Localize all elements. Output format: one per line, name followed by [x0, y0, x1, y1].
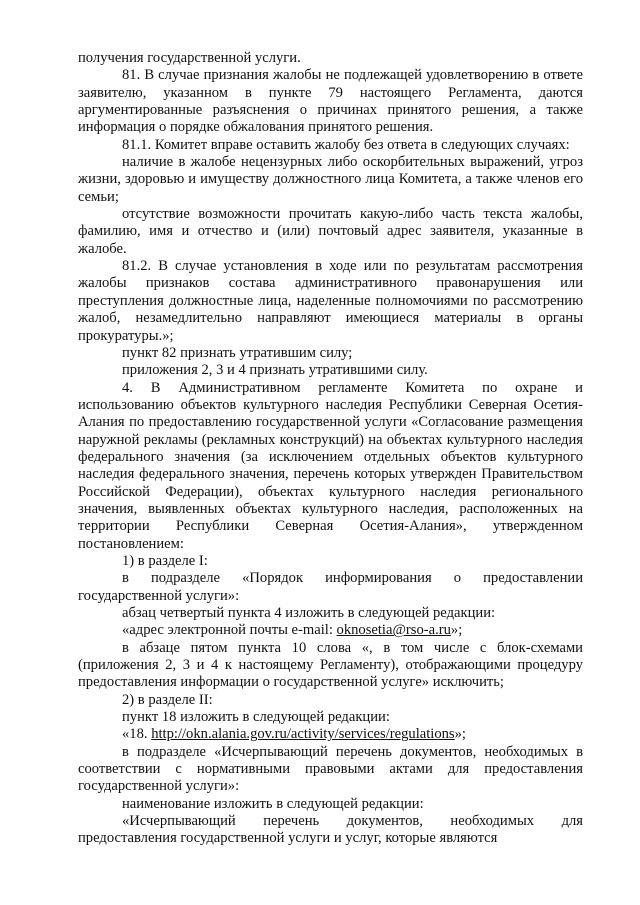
url-link[interactable]: http://okn.alania.gov.ru/activity/services/regulations: [151, 726, 455, 743]
paragraph-section-1: 1) в разделе I:: [122, 552, 208, 569]
paragraph-4: 4. В Административном регламенте Комитета по охране и использованию объектов культурного наследия Республики Северная Осетия-Алания по предоставлению государственной услуги «Согласование размещения наружной рекламы (рекламных конструкций) на объектах культурного наследия федерального значения (за исключением отдельных объектов культурного наследия федерального значения, перечень которых утвержден Правительством Российской Федерации), объектах культурного наследия регионального значения, выявленных объектах культурного наследия, расположенных на территории Республики Северная Осетия-Алания», утвержденном постановлением:: [78, 379, 583, 552]
paragraph-item-18: пункт 18 изложить в следующей редакции:: [122, 709, 390, 726]
email-prefix: «адрес электронной почты e-mail:: [122, 622, 337, 639]
paragraph-appendices: приложения 2, 3 и 4 признать утратившими силу.: [122, 362, 428, 379]
paragraph-1: получения государственной услуги.: [78, 50, 301, 66]
paragraph-name: наименование изложить в следующей редакции:: [122, 795, 424, 812]
paragraph-item-82: пункт 82 признать утратившим силу;: [122, 344, 353, 361]
paragraph-email: [78, 622, 583, 639]
url-suffix: »;: [454, 726, 466, 743]
paragraph-81: 81. В случае признания жалобы не подлежащей удовлетворению в ответе заявителю, указанном в пункте 79 настоящего Регламента, даются аргументированные разъяснения о причинах принятого решения, а также информация о порядке обжалования принятого решения.: [78, 67, 583, 136]
paragraph-case-1: наличие в жалобе нецензурных либо оскорбительных выражений, угроз жизни, здоровью и имуществу должностного лица Комитета, а также членов его семьи;: [78, 154, 583, 205]
paragraph-subsection: в подразделе «Порядок информирования о предоставлении государственной услуги»:: [78, 570, 583, 604]
url-prefix: «18.: [122, 726, 152, 743]
paragraph-81-1: 81.1. Комитет вправе оставить жалобу без ответа в следующих случаях:: [122, 136, 570, 153]
document-page: [78, 50, 583, 848]
paragraph-subsection-2: в подразделе «Исчерпывающий перечень документов, необходимых в соответствии с нормативными правовыми актами для предоставления государственной услуги»:: [78, 743, 583, 795]
paragraph-abzac-4: абзац четвертый пункта 4 изложить в следующей редакции:: [122, 605, 496, 621]
email-suffix: »;: [450, 622, 463, 639]
paragraph-abzac-5: в абзаце пятом пункта 10 слова «, в том числе с блок-схемами (приложения 2, 3 и 4 к настоящему Регламенту), отображающими процедуру предоставления информации о государственной услуге» исключить;: [78, 639, 583, 691]
paragraph-exhaustive: «Исчерпывающий перечень документов, необходимых для предоставления государственной услуги и услуг, которые являются: [78, 813, 583, 847]
paragraph-section-2: 2) в разделе II:: [122, 691, 213, 708]
paragraph-url: [78, 726, 583, 743]
email-link[interactable]: oknosetia@rso-a.ru: [336, 622, 451, 639]
paragraph-81-2: 81.2. В случае установления в ходе или по результатам рассмотрения жалобы признаков состава административного правонарушения или преступления должностные лица, наделенные полномочиями по рассмотрению жалоб, незамедлительно направляют имеющиеся материалы в органы прокуратуры.»;: [78, 258, 583, 344]
paragraph-case-2: отсутствие возможности прочитать какую-либо часть текста жалобы, фамилию, имя и отчество и (или) почтовый адрес заявителя, указанные в жалобе.: [78, 206, 583, 257]
